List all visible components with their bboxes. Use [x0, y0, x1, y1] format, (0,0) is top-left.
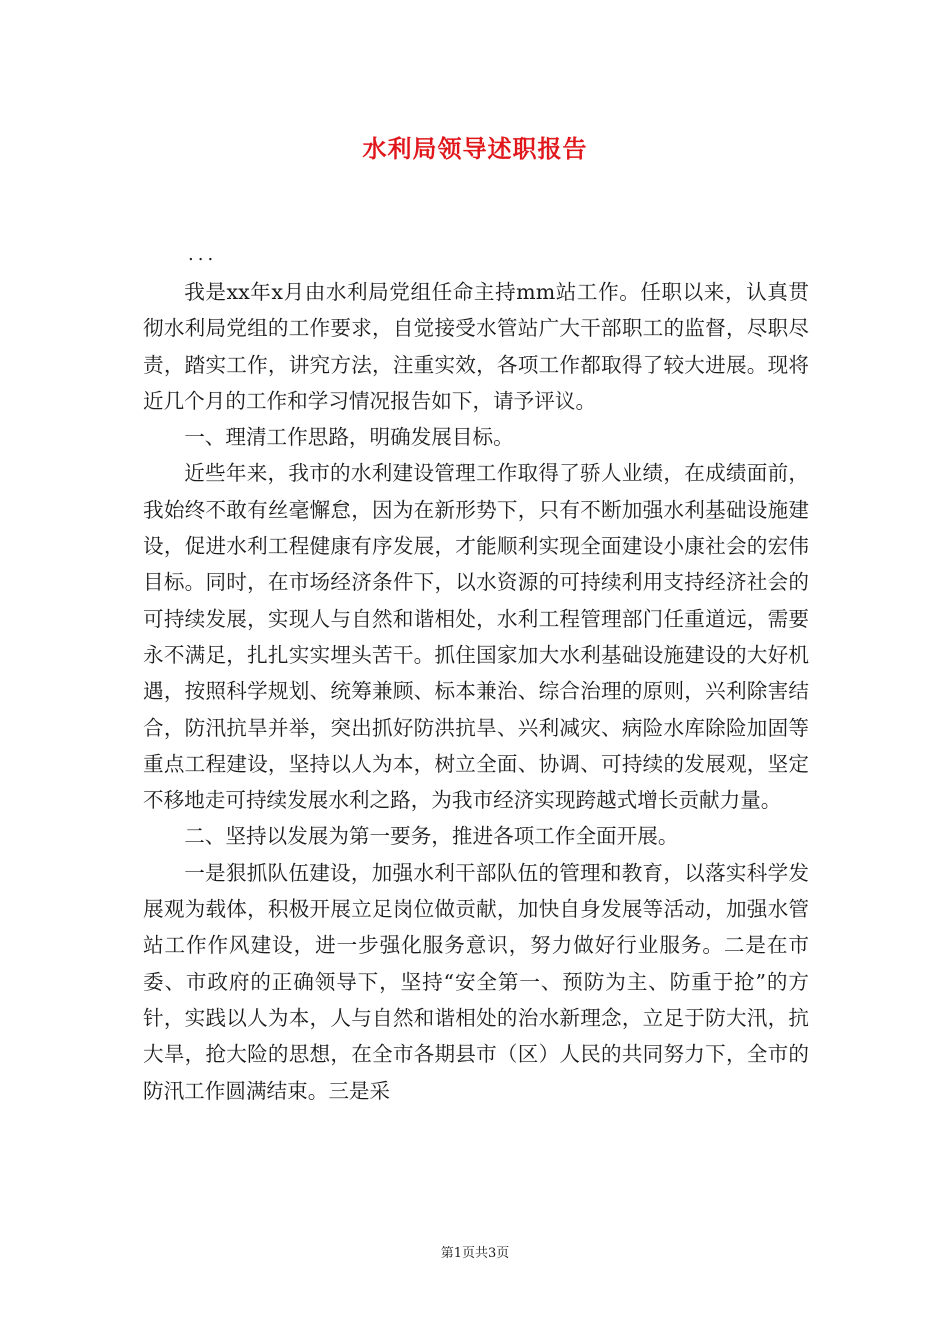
- paragraph-intro: 我是xx年x月由水利局党组任命主持mm站工作。任职以来，认真贯彻水利局党组的工作要求，自觉接受水管站广大干部职工的监督，尽职尽责，踏实工作，讲究方法，注重实效，各项工作都取得了较大进展。现将近几个月的工作和学习情况报告如下，请予评议。: [143, 280, 809, 413]
- paragraph-section-2: 一是狠抓队伍建设，加强水利干部队伍的管理和教育，以落实科学发展观为载体，积极开展立足岗位做贡献，加快自身发展等活动，加强水管站工作作风建设，进一步强化服务意识，努力做好行业服务。二是在市委、市政府的正确领导下，坚持“安全第一、预防为主、防重于抢”的方针，实践以人为本，人与自然和谐相处的治水新理念，立足于防大汛，抗大旱，抢大险的思想，在全市各期县市（区）人民的共同努力下，全市的防汛工作圆满结束。三是采: [143, 860, 809, 1103]
- paragraph-section-1: 近些年来，我市的水利建设管理工作取得了骄人业绩，在成绩面前，我始终不敢有丝毫懈怠，因为在新形势下，只有不断加强水利基础设施建设，促进水利工程健康有序发展，才能顺利实现全面建设小康社会的宏伟目标。同时，在市场经济条件下，以水资源的可持续利用支持经济社会的可持续发展，实现人与自然和谐相处，水利工程管理部门任重道远，需要永不满足，扎扎实实埋头苦干。抓住国家加大水利基础设施建设的大好机遇，按照科学规划、统筹兼顾、标本兼治、综合治理的原则，兴利除害结合，防汛抗旱并举，突出抓好防洪抗旱、兴利减灾、病险水库除险加固等重点工程建设，坚持以人为本，树立全面、协调、可持续的发展观，坚定不移地走可持续发展水利之路，为我市经济实现跨越式增长贡献力量。: [143, 461, 809, 813]
- page-footer: 第1页共3页: [440, 1246, 510, 1261]
- ellipsis-marker: ...: [188, 244, 218, 265]
- document-title: 水利局领导述职报告: [362, 134, 588, 163]
- document-body: [143, 274, 809, 1109]
- section-heading-2: 二、坚持以发展为第一要务，推进各项工作全面开展。: [184, 824, 679, 849]
- section-heading-1: 一、理清工作思路，明确发展目标。: [184, 425, 514, 450]
